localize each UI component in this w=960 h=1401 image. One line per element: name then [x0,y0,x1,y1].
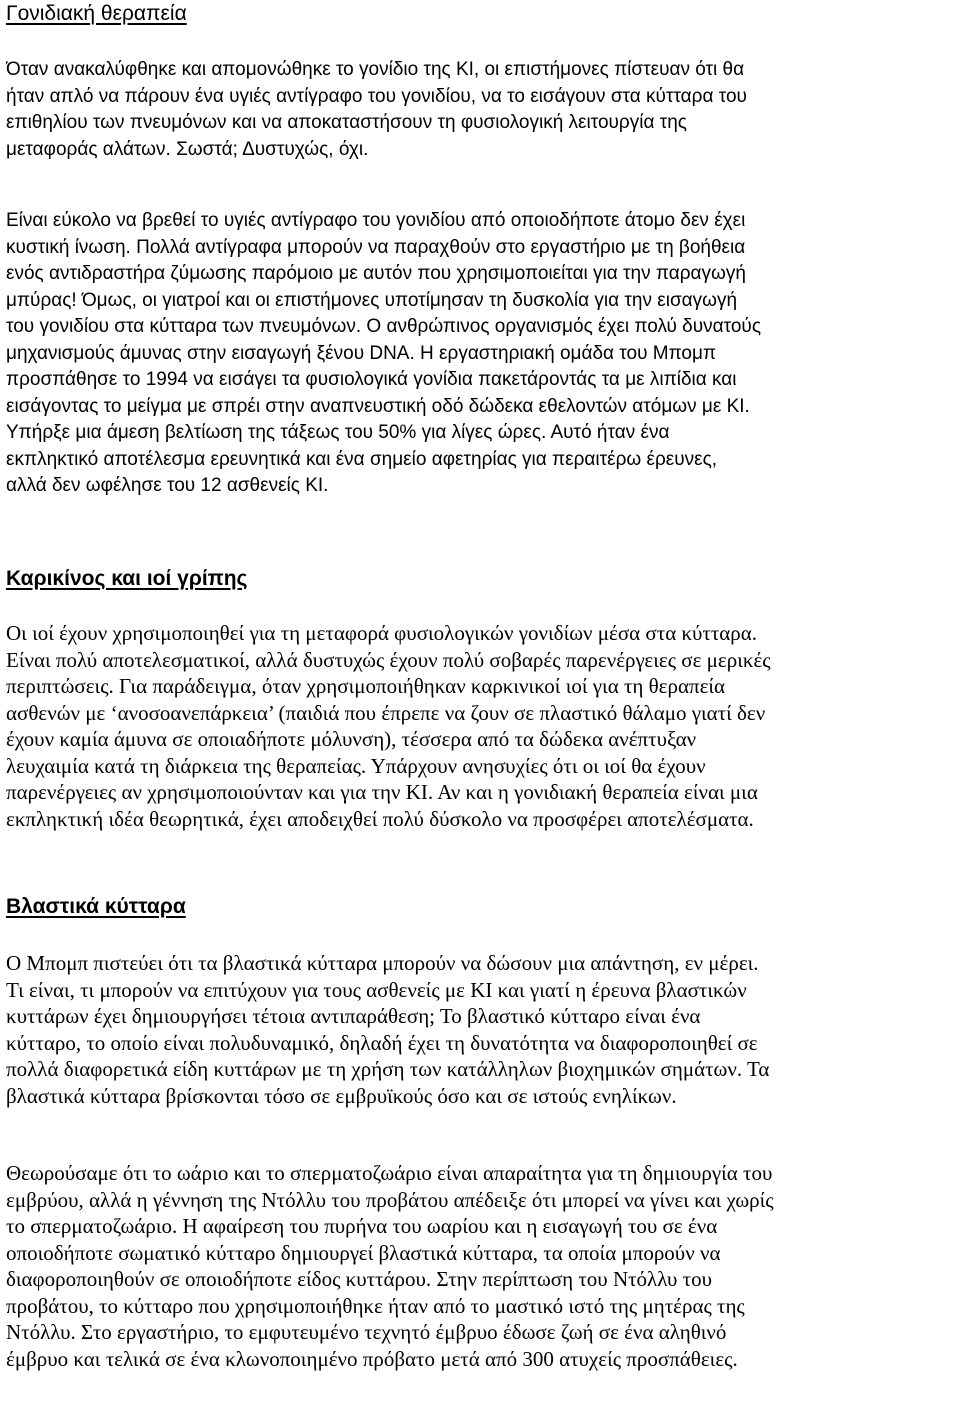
text-line: Τι είναι, τι μπορούν να επιτύχουν για τους ασθενείς με ΚΙ και γιατί η έρευνα βλαστικών [6,977,747,1002]
text-line: προβάτου, το κύτταρο που χρησιμοποιήθηκε ήταν από το μαστικό ιστό της μητέρας της [6,1293,745,1318]
text-line: επιθηλίου των πνευμόνων και να αποκαταστήσουν τη φυσιολογική λειτουργία της [6,112,687,133]
text-line: κυστική ίνωση. Πολλά αντίγραφα μπορούν να παραχθούν στο εργαστήριο με τη βοήθεια [6,236,746,258]
text-line: μηχανισμούς άμυνας στην εισαγωγή ξένου DNA. Η εργαστηριακή ομάδα του Μπομπ [6,342,717,364]
paragraph-dolly-cloning [6,1160,956,1372]
text-line: έχουν καμία άμυνα σε οποιαδήποτε μόλυνση), τέσσερα από τα δώδεκα ανέπτυξαν [6,727,697,751]
text-line: κυττάρων έχει δημιουργήσει τέτοια αντιπαράθεση; Το βλαστικό κύτταρο είναι ένα [6,1004,701,1028]
text-line: μεταφοράς αλάτων. Σωστά; Δυστυχώς, όχι. [6,138,369,160]
section-heading-stem-cells: Βλαστικά κύτταρα [6,895,186,918]
text-line: εκπληκτική ιδέα θεωρητικά, έχει αποδειχθεί πολύ δύσκολο να προσφέρει αποτελέσματα. [6,806,754,831]
text-line: διαφοροποιηθούν σε οποιοδήποτε είδος κυττάρου. Στην περίπτωση του Ντόλλυ του [6,1267,713,1291]
text-line: οποιοδήποτε σωματικό κύτταρο δημιουργεί βλαστικά κύτταρα, τα οποία μπορούν να [6,1240,721,1265]
text-line: το σπερματοζωάριο. Η αφαίρεση του πυρήνα του ωαρίου και η εισαγωγή του σε ένα [6,1214,718,1238]
text-line: εισάγοντας το μείγμα με σπρέι στην αναπνευστική οδό δώδεκα εθελοντών ατόμων με ΚΙ. [6,395,750,417]
paragraph-viruses [6,620,956,832]
text-line: ενός αντιδραστήρα ζύμωσης παρόμοιο με αυτόν που χρησιμοποιείται για την παραγωγή [6,263,746,284]
text-line: κύτταρο, το οποίο είναι πολυδυναμικό, δηλαδή έχει τη δυνατότητα να διαφοροποιηθεί σε [6,1030,758,1055]
paragraph-gene-therapy-intro [6,57,956,163]
section-heading-viruses: Καρικίνος και ιοί γρίπης [6,567,248,590]
text-line: Ντόλλυ. Στο εργαστήριο, το εμφυτευμένο τεχνητό έμβρυο έδωσε ζωή σε ένα αληθινό [6,1320,727,1344]
text-line: βλαστικά κύτταρα βρίσκονται τόσο σε εμβρυϊκούς όσο και σε ιστούς ενηλίκων. [6,1083,677,1108]
text-line: παρενέργειες αν χρησιμοποιούνταν και για την ΚΙ. Αν και η γονιδιακή θεραπεία είναι μια [6,780,758,804]
text-line: Ο Μπομπ πιστεύει ότι τα βλαστικά κύτταρα μπορούν να δώσουν μια απάντηση, εν μέρει. [6,951,759,975]
text-line: περιπτώσεις. Για παράδειγμα, όταν χρησιμοποιήθηκαν καρκινικοί ιοί για τη θεραπεία [6,674,726,698]
text-line: πολλά διαφορετικά είδη κυττάρων με τη χρήση των κατάλληλων βιοχημικών σημάτων. Τα [6,1057,770,1081]
section-heading-gene-therapy: Γονιδιακή θεραπεία [6,2,187,25]
text-line: έμβρυο και τελικά σε ένα κλωνοποιημένο πρόβατο μετά από 300 ατυχείς προσπάθειες. [6,1346,738,1371]
text-line: Υπήρξε μια άμεση βελτίωση της τάξεως του 50% για λίγες ώρες. Αυτό ήταν ένα [6,422,670,443]
text-line: προσπάθησε το 1994 να εισάγει τα φυσιολογικά γονίδια πακετάροντάς τα με λιπίδια και [6,369,737,390]
text-line: ήταν απλό να πάρουν ένα υγιές αντίγραφο του γονιδίου, να το εισάγουν στα κύτταρα του [6,85,747,107]
text-line: Είναι εύκολο να βρεθεί το υγιές αντίγραφο του γονιδίου από οποιοδήποτε άτομο δεν έχει [6,210,746,231]
text-line: αλλά δεν ωφέλησε του 12 ασθενείς ΚΙ. [6,475,329,496]
text-line: μπύρας! Όμως, οι γιατροί και οι επιστήμονες υποτίμησαν τη δυσκολία για την εισαγωγή [6,289,738,311]
paragraph-gene-therapy-details [6,208,956,500]
text-line: ασθενών με ‘ανοσοανεπάρκεια’ (παιδιά που έπρεπε να ζουν σε πλαστικό θάλαμο γιατί δεν [6,700,766,725]
text-line: λευχαιμία κατά τη διάρκεια της θεραπείας. Υπάρχουν ανησυχίες ότι οι ιοί θα έχουν [6,753,706,778]
text-line: Οι ιοί έχουν χρησιμοποιηθεί για τη μεταφορά φυσιολογικών γονιδίων μέσα στα κύτταρα. [6,621,758,645]
text-line: Όταν ανακαλύφθηκε και απομονώθηκε το γονίδιο της ΚΙ, οι επιστήμονες πίστευαν ότι θα [6,59,745,80]
text-line: εμβρύου, αλλά η γέννηση της Ντόλλυ του προβάτου απέδειξε ότι μπορεί να γίνει και χωρίς [6,1187,774,1212]
text-line: του γονιδίου στα κύτταρα των πνευμόνων. Ο ανθρώπινος οργανισμός έχει πολύ δυνατούς [6,316,761,337]
paragraph-stem-cells-intro [6,950,956,1109]
text-line: Είναι πολύ αποτελεσματικοί, αλλά δυστυχώς έχουν πολύ σοβαρές παρενέργειες σε μερικές [6,647,771,672]
text-line: εκπληκτικό αποτέλεσμα ερευνητικά και ένα σημείο αφετηρίας για περαιτέρω έρευνες, [6,448,718,470]
text-line: Θεωρούσαμε ότι το ωάριο και το σπερματοζωάριο είναι απαραίτητα για τη δημιουργία του [6,1161,773,1185]
